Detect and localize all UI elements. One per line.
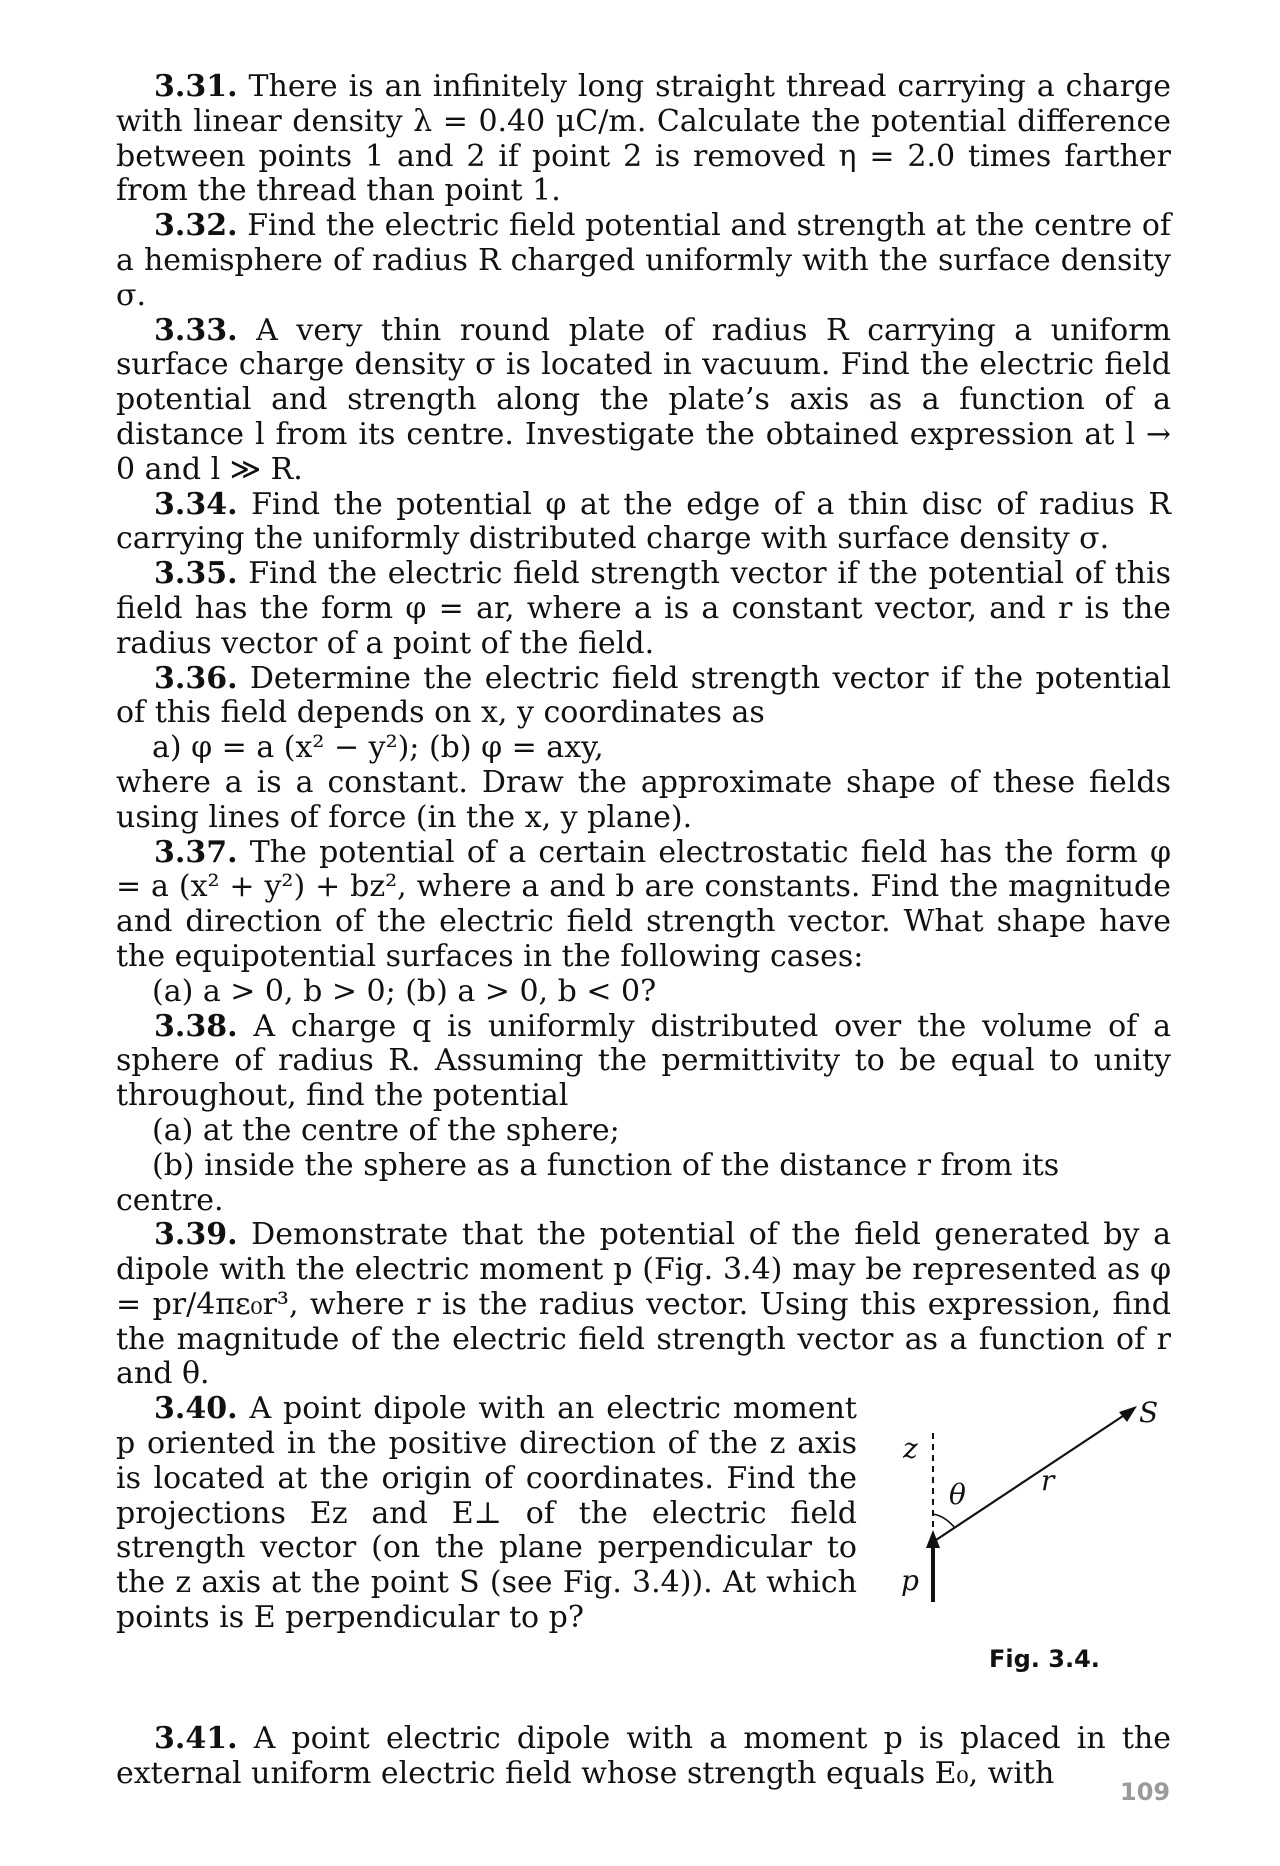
problem-3-35 [116, 557, 1171, 661]
problem-text: There is an infinitely long straight thread carrying a charge with linear density λ = 0.40 μC/m. Calculate the potential difference between points 1 and 2 if point 2 is removed η = 2.0 times farther from the thread than point 1. [116, 69, 1171, 209]
problem-number: 3.37. [154, 834, 238, 870]
page-number: 109 [1120, 1778, 1171, 1806]
problem-3-33 [116, 314, 1171, 488]
theta-arc [933, 1514, 955, 1528]
radius-vector-arrowhead [1119, 1406, 1137, 1422]
problem-text: A very thin round plate of radius R carrying a uniform surface charge density σ is located in vacuum. Find the electric field potential and strength along the plate’s axis as a function of a distance l from its centre. Investigate the obtained expression at l → 0 and l ≫ R. [116, 312, 1171, 487]
problem-number: 3.38. [154, 1008, 238, 1044]
problem-number: 3.40. [154, 1391, 238, 1427]
label-theta: θ [949, 1478, 966, 1512]
problem-number: 3.39. [154, 1217, 238, 1253]
problem-3-36-continued: where a is a constant. Draw the approximate shape of these fields using lines of force (in the x, y plane). [116, 764, 1171, 835]
problem-number: 3.36. [154, 660, 238, 696]
problem-text: The potential of a certain electrostatic field has the form φ = a (x² + y²) + bz², where a and b are constants. Find the magnitude and direction of the electric field strength vector. What shape have the equipotential surfaces in the following cases: [116, 834, 1171, 974]
radius-vector-line [933, 1412, 1129, 1542]
problem-text: A charge q is uniformly distributed over the volume of a sphere of radius R. Assuming the permittivity to be equal to unity throughout, find the potential [116, 1008, 1171, 1114]
problem-text: Find the electric field strength vector if the potential of this field has the form φ = ar, where a is a constant vector, and r is the radius vector of a point of the field. [116, 556, 1171, 661]
problem-number: 3.35. [154, 556, 238, 592]
problem-text: A point electric dipole with a moment p is placed in the external uniform electric field whose strength equals E₀, with [116, 1721, 1171, 1792]
problem-number: 3.41. [154, 1721, 238, 1757]
problem-text: Find the electric field potential and strength at the centre of a hemisphere of radius R charged uniformly with the surface density σ. [116, 208, 1171, 313]
problem-3-36-cases: a) φ = a (x² − y²); (b) φ = axy, [152, 730, 604, 766]
text-page [116, 70, 1171, 1792]
problem-number: 3.34. [154, 486, 238, 522]
problem-number: 3.32. [154, 208, 238, 244]
label-p: p [901, 1564, 919, 1598]
problem-3-38-part-b: (b) inside the sphere as a function of the distance r from its centre. [116, 1147, 1060, 1218]
problem-text: Determine the electric field strength vector if the potential of this field depends on x, y coordinates as [116, 660, 1171, 731]
figure-caption: Fig. 3.4. [989, 1645, 1100, 1674]
figure-3-4 [871, 1392, 1171, 1722]
problem-text: Find the potential φ at the edge of a thin disc of radius R carrying the uniformly distributed charge with surface density σ. [116, 486, 1171, 557]
problem-3-37-cases: (a) a > 0, b > 0; (b) a > 0, b < 0? [152, 973, 657, 1009]
problem-3-32 [116, 209, 1171, 313]
problem-number: 3.33. [154, 312, 238, 348]
dipole-diagram [871, 1392, 1171, 1642]
problem-3-38 [116, 1010, 1171, 1114]
problem-text: A point dipole with an electric moment p oriented in the positive direction of the z axis is located at the origin of coordinates. Find the projections Ez and E⊥ of the electric field strength vector (on the plane perpendicular to the z axis at the point S (see Fig. 3.4)). At which points is E perpendicular to p? [116, 1391, 857, 1636]
problem-3-39 [116, 1218, 1171, 1392]
label-r: r [1041, 1464, 1055, 1498]
label-s: S [1139, 1396, 1159, 1430]
problem-number: 3.31. [154, 69, 238, 104]
problem-text: Demonstrate that the potential of the field generated by a dipole with the electric moment p (Fig. 3.4) may be represented as φ = pr/4πε₀r³, where r is the radius vector. Using this expression, find the magnitude of the electric field strength vector as a function of r and θ. [116, 1217, 1171, 1392]
label-z: z [903, 1432, 918, 1466]
problem-3-31 [116, 70, 1171, 209]
problem-3-38-part-a: (a) at the centre of the sphere; [152, 1112, 620, 1148]
problem-3-41 [116, 1722, 1171, 1792]
problem-3-36 [116, 662, 1171, 732]
problem-3-37 [116, 836, 1171, 975]
problem-3-34 [116, 488, 1171, 558]
